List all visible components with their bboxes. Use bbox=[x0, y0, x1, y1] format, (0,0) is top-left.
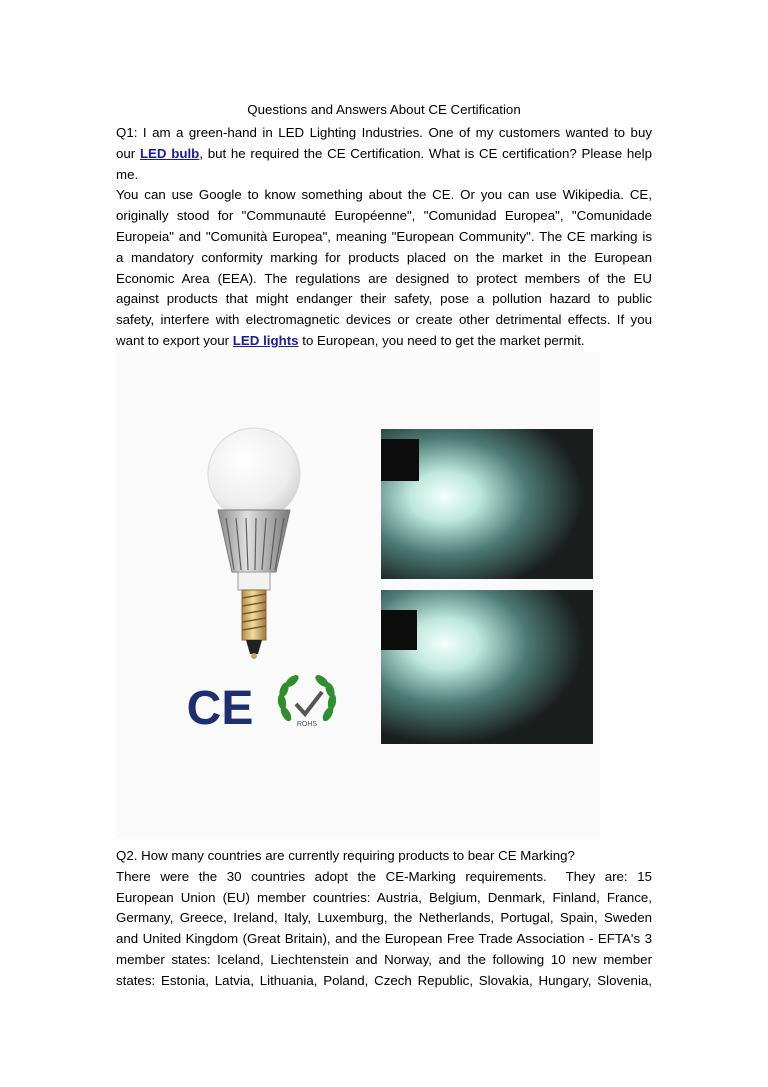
checkmark-icon bbox=[296, 692, 322, 714]
q1-answer-line: a mandatory conformity marking for products placed on the market in the European bbox=[116, 249, 652, 265]
q1-question-line-3: me. bbox=[116, 166, 139, 182]
q2-answer-line: Germany, Greece, Ireland, Italy, Luxemburg, the Netherlands, Portugal, Spain, Sweden bbox=[116, 910, 652, 926]
q1-answer-line: originally stood for "Communauté Européenne", "Comunidad Europea", "Comunidade bbox=[116, 208, 652, 224]
lit-bulb-photo-top bbox=[381, 429, 593, 579]
rohs-logo bbox=[272, 670, 342, 740]
q2-block bbox=[116, 846, 652, 992]
q2-answer-line: There were the 30 countries adopt the CE-Marking requirements. They are: 15 bbox=[116, 868, 652, 884]
q2-answer-line: European Union (EU) member countries: Austria, Belgium, Denmark, Finland, France, bbox=[116, 889, 652, 905]
q1-answer-last-line: want to export your LED lights to European, you need to get the market permit. bbox=[116, 332, 585, 348]
q2-answer-line: and United Kingdom (Great Britain), and the European Free Trade Association - EFTA's 3 bbox=[116, 931, 652, 947]
q1-answer-line: safety, interfere with electromagnetic devices or create other detrimental effects. If you bbox=[116, 312, 652, 328]
ce-mark-logo bbox=[180, 678, 260, 734]
q1-question-line-2: our LED bulb, but he required the CE Certification. What is CE certification? Please help bbox=[116, 145, 652, 161]
q1-answer-line: against products that might endanger their safety, pose a pollution hazard to public bbox=[116, 291, 652, 307]
led-bulb-picture bbox=[204, 422, 304, 682]
lit-bulb-photo-bottom bbox=[381, 590, 593, 744]
q1-block bbox=[116, 123, 652, 352]
q1-answer-line: Europeia" and "Comunità Europea", meaning "European Community". The CE marking is bbox=[116, 228, 652, 244]
rohs-text: ROHS bbox=[296, 721, 318, 728]
q1-answer-line: Economic Area (EEA). The regulations are designed to protect members of the EU bbox=[116, 270, 652, 286]
ce-mark-text: CE bbox=[186, 682, 254, 734]
q1-question-line-1: Q1: I am a green-hand in LED Lighting Industries. One of my customers wanted to buy bbox=[116, 125, 652, 140]
q2-answer-line: member states: Iceland, Liechtenstein and Norway, and the following 10 new member bbox=[116, 951, 652, 967]
led-lights-link[interactable]: LED lights bbox=[232, 332, 299, 348]
product-image bbox=[116, 352, 600, 838]
document-title: Questions and Answers About CE Certification bbox=[247, 102, 521, 117]
led-bulb-link[interactable]: LED bulb bbox=[139, 145, 200, 161]
q2-question: Q2. How many countries are currently requiring products to bear CE Marking? bbox=[116, 848, 575, 863]
q1-answer-line: You can use Google to know something about the CE. Or you can use Wikipedia. CE, bbox=[116, 187, 652, 203]
q2-answer-line: states: Estonia, Latvia, Lithuania, Poland, Czech Republic, Slovakia, Hungary, Slovenia, bbox=[116, 972, 652, 988]
